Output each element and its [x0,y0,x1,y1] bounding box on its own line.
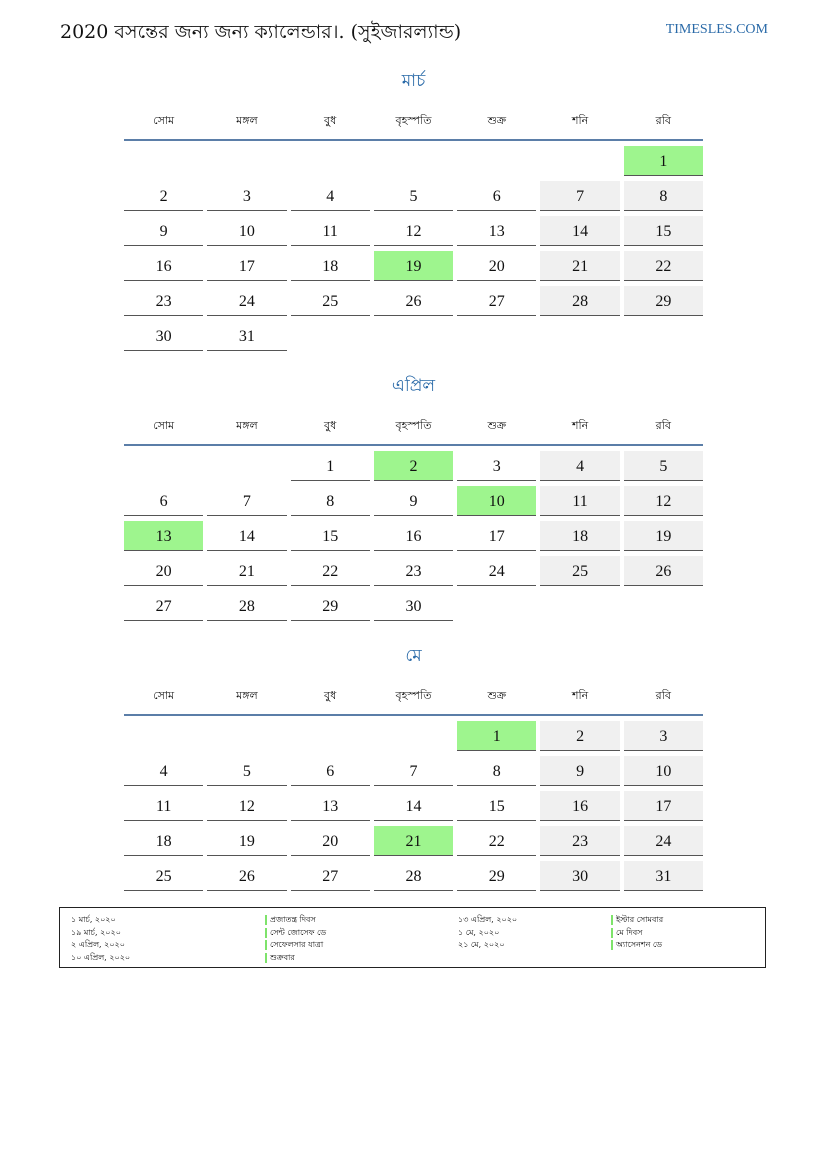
day-cell: 8 [457,756,536,786]
day-cell: 26 [374,286,453,316]
day-cell: 18 [124,826,203,856]
day-cell: 18 [540,521,619,551]
day-cell: 13 [457,216,536,246]
day-cell: 17 [207,251,286,281]
legend-row [60,927,765,940]
month-calendar [124,68,703,351]
day-cell: 15 [624,216,703,246]
day-cell: 22 [457,826,536,856]
day-cell: 9 [374,486,453,516]
weekday-label: মঙ্গল [236,419,258,432]
month-title: মে [405,646,422,666]
day-cell: 24 [207,286,286,316]
day-cell: 28 [540,286,619,316]
day-cell: 9 [540,756,619,786]
day-cell: 30 [124,321,203,351]
day-cell: 24 [457,556,536,586]
day-cell: 29 [291,591,370,621]
day-cell: 23 [124,286,203,316]
legend-holiday-name: সেন্ট জোসেফ ডে [270,927,326,940]
day-cell: 12 [374,216,453,246]
site-link[interactable]: TIMESLES.COM [665,22,768,37]
day-cell: 11 [291,216,370,246]
day-cell: 14 [540,216,619,246]
weekday-label: শুক্র [487,114,507,127]
weekday-label: শনি [571,114,589,127]
day-cell: 2 [540,721,619,751]
weekday-label: শনি [571,419,589,432]
day-cell: 28 [207,591,286,621]
empty-cell [124,721,203,751]
day-cell: 11 [124,791,203,821]
day-cell: 4 [291,181,370,211]
month-calendar [124,373,703,621]
day-cell: 8 [624,181,703,211]
legend-holiday-name: সেফেলসার যাত্রা [270,939,323,952]
day-cell: 23 [374,556,453,586]
day-cell: 8 [291,486,370,516]
day-cell: 21 [207,556,286,586]
day-grid [124,146,703,351]
weekday-label: শুক্র [487,689,507,702]
weekday-label: বুধ [324,689,337,702]
legend-holiday-name: ইস্টার সোমবার [616,914,663,927]
holiday-day-cell: 2 [374,451,453,481]
empty-cell [207,721,286,751]
legend-date: ১৯ মার্চ, ২০২০ [71,927,121,937]
weekday-label: সোম [153,689,175,702]
empty-cell [457,146,536,176]
empty-cell [291,721,370,751]
day-cell: 16 [540,791,619,821]
day-cell: 19 [624,521,703,551]
day-cell: 18 [291,251,370,281]
day-cell: 3 [624,721,703,751]
day-cell: 22 [624,251,703,281]
day-cell: 7 [374,756,453,786]
empty-cell [540,146,619,176]
day-cell: 7 [540,181,619,211]
weekday-header [124,411,703,441]
day-cell: 28 [374,861,453,891]
day-cell: 16 [124,251,203,281]
day-cell: 15 [457,791,536,821]
legend-row [60,939,765,952]
day-cell: 23 [540,826,619,856]
day-cell: 3 [457,451,536,481]
day-cell: 25 [291,286,370,316]
day-cell: 20 [124,556,203,586]
empty-cell [124,451,203,481]
legend-date: ২১ মে, ২০২০ [458,940,505,949]
day-cell: 22 [291,556,370,586]
holiday-day-cell: 10 [457,486,536,516]
weekday-header [124,681,703,711]
day-cell: 12 [207,791,286,821]
day-cell: 27 [457,286,536,316]
day-grid [124,451,703,621]
holiday-legend [59,907,766,968]
day-cell: 13 [291,791,370,821]
legend-row [60,914,765,927]
weekday-label: বৃহস্পতি [395,114,432,127]
holiday-day-cell: 1 [457,721,536,751]
weekday-label: বৃহস্পতি [395,419,432,432]
weekday-label: বুধ [324,114,337,127]
day-cell: 25 [540,556,619,586]
empty-cell [374,146,453,176]
day-cell: 1 [291,451,370,481]
day-cell: 31 [207,321,286,351]
day-cell: 20 [457,251,536,281]
day-cell: 11 [540,486,619,516]
day-cell: 16 [374,521,453,551]
weekday-label: শনি [571,689,589,702]
weekday-header [124,106,703,136]
day-cell: 29 [624,286,703,316]
holiday-day-cell: 13 [124,521,203,551]
header-divider [124,139,703,141]
header-divider [124,714,703,716]
weekday-label: সোম [153,419,175,432]
day-cell: 3 [207,181,286,211]
legend-date: ১ মে, ২০২০ [458,927,500,937]
day-cell: 24 [624,826,703,856]
day-cell: 26 [624,556,703,586]
day-cell: 31 [624,861,703,891]
day-cell: 5 [207,756,286,786]
legend-date: ১৩ এপ্রিল, ২০২০ [458,915,518,924]
day-cell: 14 [374,791,453,821]
day-cell: 14 [207,521,286,551]
weekday-label: বুধ [324,419,337,432]
weekday-label: মঙ্গল [236,689,258,702]
day-cell: 17 [624,791,703,821]
weekday-label: সোম [153,114,175,127]
weekday-label: রবি [655,114,671,127]
empty-cell [291,146,370,176]
day-cell: 25 [124,861,203,891]
month-calendar [124,643,703,891]
legend-date: ২ এপ্রিল, ২০২০ [71,940,125,949]
empty-cell [124,146,203,176]
day-cell: 6 [457,181,536,211]
day-cell: 17 [457,521,536,551]
day-cell: 19 [207,826,286,856]
weekday-label: রবি [655,419,671,432]
weekday-label: শুক্র [487,419,507,432]
day-cell: 5 [624,451,703,481]
day-cell: 10 [624,756,703,786]
day-cell: 15 [291,521,370,551]
holiday-day-cell: 19 [374,251,453,281]
holiday-day-cell: 21 [374,826,453,856]
holiday-day-cell: 1 [624,146,703,176]
weekday-label: মঙ্গল [236,114,258,127]
legend-holiday-name: শুক্রবার [270,952,295,965]
empty-cell [207,146,286,176]
day-cell: 4 [124,756,203,786]
empty-cell [374,721,453,751]
day-cell: 12 [624,486,703,516]
legend-date: ১ মার্চ, ২০২০ [71,915,116,924]
legend-holiday-name: অ্যাসেনশন ডে [616,939,662,952]
legend-holiday-name: মে দিবস [616,927,642,940]
month-title: এপ্রিল [391,376,436,396]
day-cell: 4 [540,451,619,481]
day-cell: 7 [207,486,286,516]
day-cell: 10 [207,216,286,246]
legend-date: ১০ এপ্রিল, ২০২০ [71,952,131,962]
legend-row [60,952,765,965]
day-cell: 30 [540,861,619,891]
day-cell: 2 [124,181,203,211]
legend-holiday-name: প্রজাতন্ত্র দিবস [270,914,316,927]
header-divider [124,444,703,446]
day-cell: 20 [291,826,370,856]
day-cell: 30 [374,591,453,621]
day-cell: 29 [457,861,536,891]
day-cell: 26 [207,861,286,891]
weekday-label: রবি [655,689,671,702]
day-cell: 27 [124,591,203,621]
month-title: মার্চ [401,71,426,91]
empty-cell [207,451,286,481]
weekday-label: বৃহস্পতি [395,689,432,702]
day-cell: 27 [291,861,370,891]
day-grid [124,721,703,891]
day-cell: 6 [291,756,370,786]
day-cell: 9 [124,216,203,246]
page-title: 2020 বসন্তের জন্য জন্য ক্যালেন্ডার।. (সুইজারল্যান্ড) [60,21,462,43]
day-cell: 21 [540,251,619,281]
day-cell: 5 [374,181,453,211]
day-cell: 6 [124,486,203,516]
